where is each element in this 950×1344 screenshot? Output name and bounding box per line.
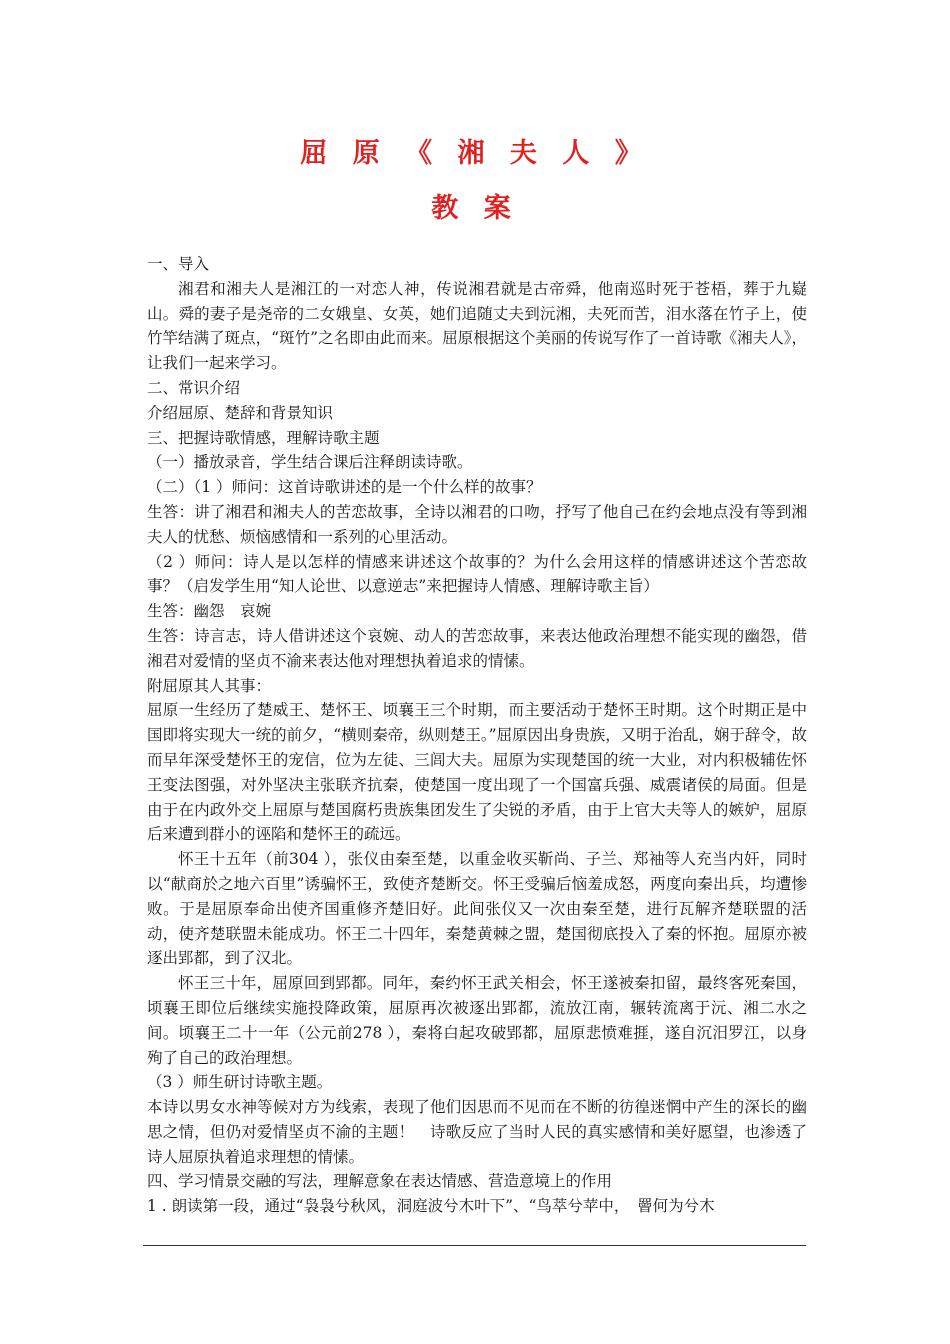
section-heading: 二、常识介绍 (147, 378, 241, 397)
paragraph: 附屈原其人其事： (147, 676, 272, 695)
footer-rule (143, 1245, 806, 1246)
section-heading: 一、导入 (147, 255, 210, 273)
paragraph: （3 ）师生研讨诗歌主题。 (147, 1073, 333, 1092)
paragraph: 生答：讲了湘君和湘夫人的苦恋故事，全诗以湘君的口吻，抒写了他自己在约会地点没有等到湘夫人的忧愁、烦恼感情和一系列的心里活动。 (147, 502, 807, 546)
document-body (147, 252, 807, 1219)
paragraph: 生答：幽怨 哀婉 (147, 602, 272, 621)
paragraph: （二）（1 ）师问：这首诗歌讲述的是一个什么样的故事？ (147, 478, 542, 497)
paragraph: （一）播放录音，学生结合课后注释朗读诗歌。 (147, 453, 473, 472)
document-subtitle: 教 案 (431, 193, 519, 224)
paragraph: 1 . 朗读第一段，通过“袅袅兮秋风，洞庭波兮木叶下”、“鸟萃兮苹中， 罾何为兮木 (147, 1197, 715, 1216)
paragraph: 本诗以男女水神等候对方为线索，表现了他们因思而不见而在不断的彷徨迷惘中产生的深长的幽思之情，但仍对爱情坚贞不渝的主题！ 诗歌反应了当时人民的真实感情和美好愿望，也渗透了诗人屈原执着追求理想的情愫。 (147, 1098, 807, 1166)
document-title: 屈 原 《 湘 夫 人 》 (300, 138, 650, 169)
paragraph: 生答：诗言志，诗人借讲述这个哀婉、动人的苦恋故事，来表达他政治理想不能实现的幽怨，借湘君对爱情的坚贞不渝来表达他对理想执着追求的情愫。 (147, 626, 807, 670)
paragraph: 怀王三十年，屈原回到郢都。同年，秦约怀王武关相会，怀王遂被秦扣留，最终客死秦国，顷襄王即位后继续实施投降政策，屈原再次被逐出郢都，流放江南，辗转流离于沅、湘二水之间。顷襄王二十一年（公元前278 ），秦将白起攻破郢都，屈原悲愤难捱，遂自沉汨罗江，以身殉了自己的政治理想。 (147, 974, 807, 1067)
paragraph: 湘君和湘夫人是湘江的一对恋人神，传说湘君就是古帝舜，他南巡时死于苍梧，葬于九嶷山。舜的妻子是尧帝的二女娥皇、女英，她们追随丈夫到沅湘，夫死而苦，泪水落在竹子上，使竹竿结满了斑点，“斑竹”之名即由此而来。屈原根据这个美丽的传说写作了一首诗歌《湘夫人》，让我们一起来学习。 (147, 279, 807, 373)
paragraph: 怀王十五年（前304 ），张仪由秦至楚，以重金收买靳尚、子兰、郑袖等人充当内奸，同时以“献商於之地六百里”诱骗怀王，致使齐楚断交。怀王受骗后恼羞成怒，两度向秦出兵，均遭惨败。于是屈原奉命出使齐国重修齐楚旧好。此间张仪又一次由秦至楚，进行瓦解齐楚联盟的活动，使齐楚联盟未能成功。怀王二十四年，秦楚黄棘之盟，楚国彻底投入了秦的怀抱。屈原亦被逐出郢都，到了汉北。 (147, 850, 807, 968)
paragraph: 屈原一生经历了楚威王、楚怀王、顷襄王三个时期，而主要活动于楚怀王时期。这个时期正是中国即将实现大一统的前夕，“横则秦帝，纵则楚王。”屈原因出身贵族，又明于治乱，娴于辞令，故而早年深受楚怀王的宠信，位为左徒、三闾大夫。屈原为实现楚国的统一大业，对内积极辅佐怀王变法图强，对外坚决主张联齐抗秦，使楚国一度出现了一个国富兵强、威震诸侯的局面。但是由于在内政外交上屈原与楚国腐朽贵族集团发生了尖锐的矛盾，由于上官大夫等人的嫉妒，屈原后来遭到群小的诬陷和楚怀王的疏远。 (147, 701, 807, 844)
paragraph: （2 ）师问：诗人是以怎样的情感来讲述这个故事的？为什么会用这样的情感讲述这个苦恋故事？（启发学生用“知人论世、以意逆志”来把握诗人情感、理解诗歌主旨） (147, 552, 807, 596)
paragraph: 介绍屈原、楚辞和背景知识 (147, 403, 334, 422)
section-heading: 三、把握诗歌情感，理解诗歌主题 (147, 428, 380, 447)
section-heading: 四、学习情景交融的写法，理解意象在表达情感、营造意境上的作用 (147, 1172, 613, 1191)
